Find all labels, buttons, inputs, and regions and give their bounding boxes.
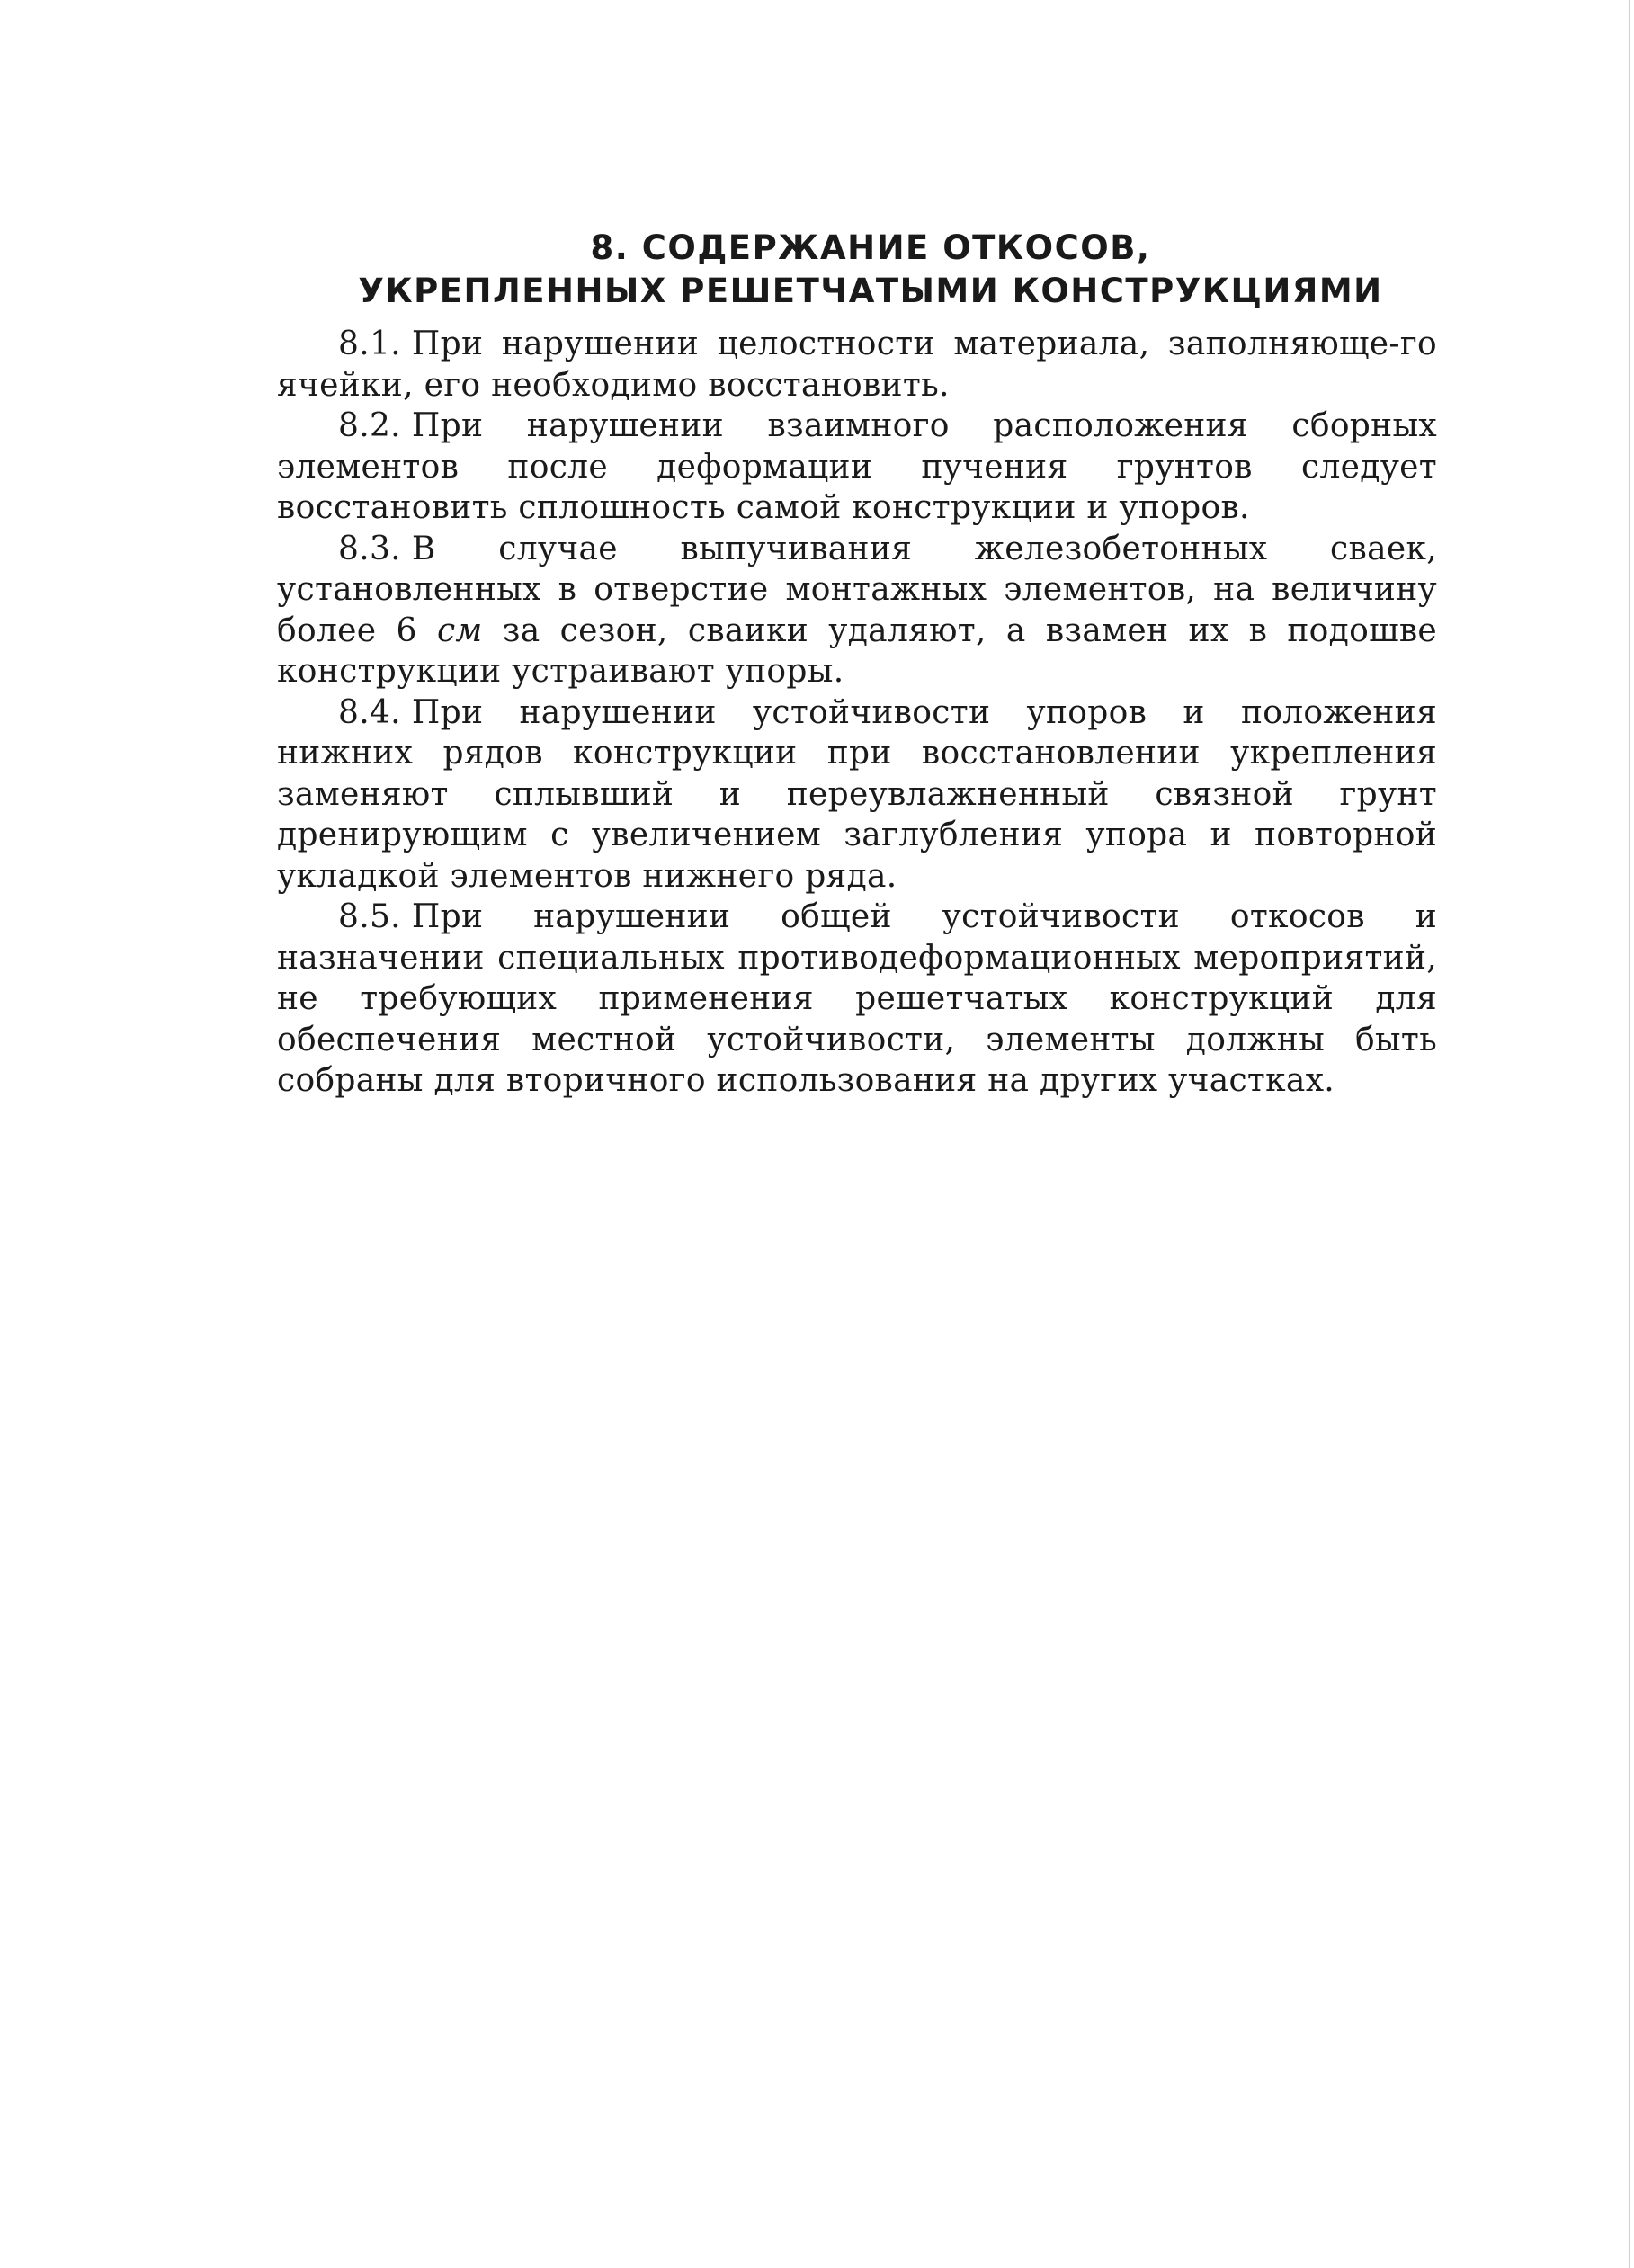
paragraph-8-3 — [277, 529, 1437, 692]
paragraph-text: В случае выпучивания железобетонных сваек, установленных в отверстие монтажных элементов, на величину более 6 — [277, 530, 1437, 649]
paragraph-number: 8.5. — [338, 898, 401, 935]
document-section — [277, 227, 1437, 1102]
paragraph-8-4 — [277, 692, 1437, 897]
paragraph-8-2 — [277, 406, 1437, 529]
paragraph-8-1 — [277, 324, 1437, 406]
heading-line-2: УКРЕПЛЕННЫХ РЕШЕТЧАТЫМИ КОНСТРУКЦИЯМИ — [358, 272, 1383, 310]
paragraph-text-cont: за сезон, сваики удаляют, а взамен их в подошве конструкции устраивают упоры. — [277, 612, 1438, 690]
heading-line-1: 8. СОДЕРЖАНИЕ ОТКОСОВ, — [590, 228, 1151, 267]
section-heading — [277, 227, 1437, 313]
unit-cm: см — [436, 612, 483, 649]
paragraph-8-5 — [277, 897, 1437, 1102]
paragraph-number: 8.4. — [338, 693, 401, 731]
paragraph-text: При нарушении целостности материала, заполняюще-го ячейки, его необходимо восстановить. — [277, 326, 1437, 404]
paragraph-text: При нарушении взаимного расположения сборных элементов после деформации пучения грунтов следует восстановить сплошность самой конструкции и упоров. — [277, 407, 1437, 526]
page-edge — [1629, 0, 1630, 2268]
paragraph-number: 8.2. — [338, 407, 401, 444]
paragraph-text: При нарушении устойчивости упоров и положения нижних рядов конструкции при восстановлении укрепления заменяют сплывший и переувлажненный связной грунт дренирующим с увеличением заглубления упора и повторной укладкой элементов нижнего ряда. — [277, 693, 1437, 895]
paragraph-text: При нарушении общей устойчивости откосов и назначении специальных противодеформационных мероприятий, не требующих применения решетчатых конструкций для обеспечения местной устойчивости, элементы должны быть собраны для вторичного использования на других участках. — [277, 898, 1437, 1099]
paragraph-number: 8.3. — [338, 530, 401, 567]
paragraph-number: 8.1. — [338, 326, 401, 362]
